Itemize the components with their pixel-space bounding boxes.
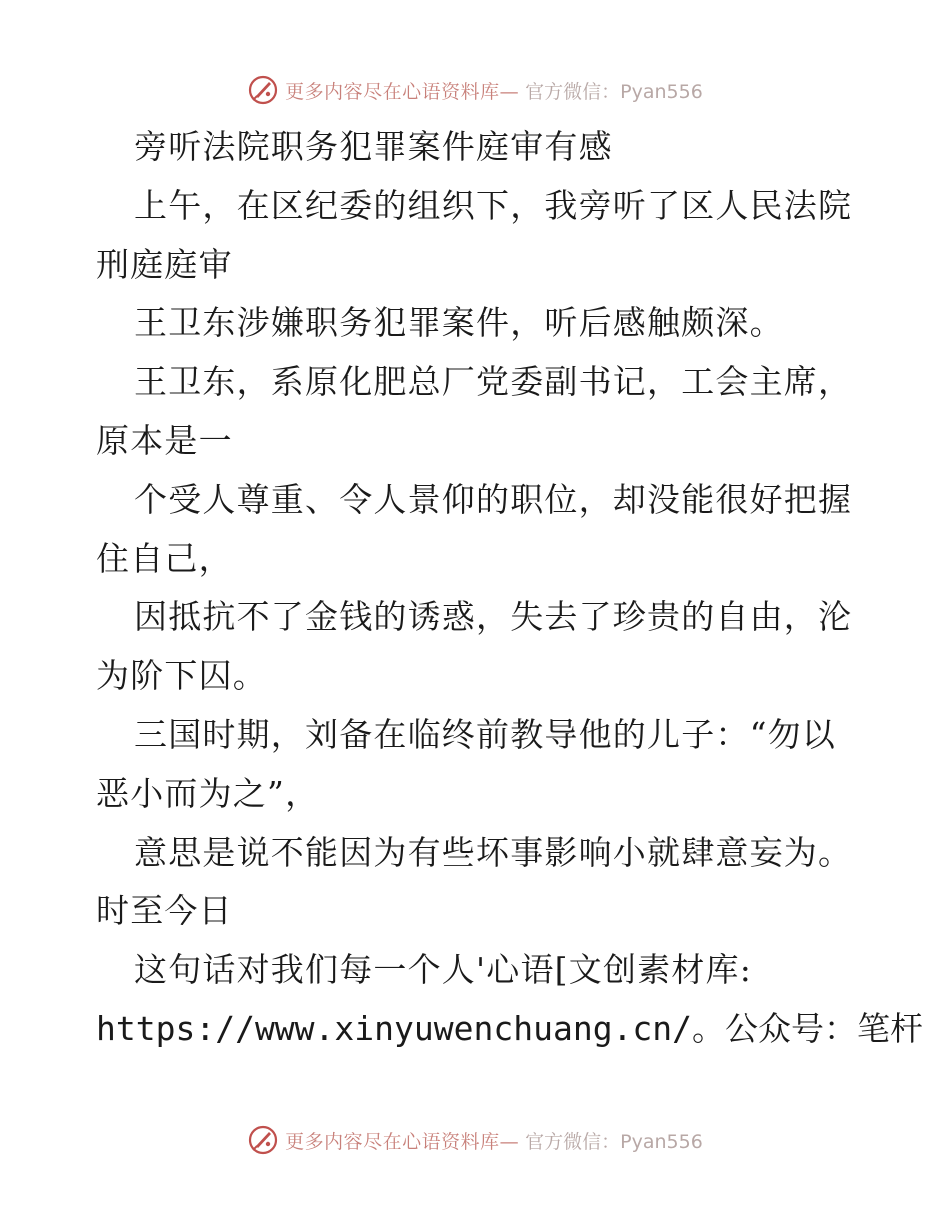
paragraph-line: 为阶下囚。 — [96, 656, 267, 696]
paragraph-line: 原本是一 — [96, 420, 233, 460]
paragraph-line: 上午，在区纪委的组织下，我旁听了区人民法院 — [134, 185, 853, 225]
paragraph-line: 意思是说不能因为有些坏事影响小就肆意妄为。 — [134, 832, 853, 872]
document-body — [96, 118, 924, 1059]
paragraph-line: 王卫东，系原化肥总厂党委副书记，工会主席， — [134, 362, 853, 402]
paragraph-line-url: https://www.xinyuwenchuang.cn/。公众号：笔杆 — [96, 1008, 924, 1048]
paragraph-line: 恶小而为之”， — [96, 773, 320, 813]
header-watermark-contact: 官方微信：Pyan556 — [525, 80, 703, 103]
header-watermark — [0, 70, 950, 110]
quill-pen-logo-icon — [247, 74, 279, 106]
paragraph-line: 住自己， — [96, 538, 233, 578]
paragraph-line: 这句话对我们每一个人'心语[文创素材库: — [134, 950, 753, 990]
footer-watermark-contact: 官方微信：Pyan556 — [525, 1130, 703, 1153]
document-title: 旁听法院职务犯罪案件庭审有感 — [134, 127, 613, 166]
paragraph-line: 个受人尊重、令人景仰的职位，却没能很好把握 — [134, 479, 853, 519]
paragraph-line: 三国时期，刘备在临终前教导他的儿子：“勿以 — [134, 714, 837, 754]
footer-watermark-text: 更多内容尽在心语资料库— — [285, 1130, 520, 1153]
paragraph-line: 王卫东涉嫌职务犯罪案件，听后感触颇深。 — [134, 303, 784, 343]
footer-watermark — [0, 1120, 950, 1160]
paragraph-line: 时至今日 — [96, 891, 233, 931]
paragraph-line: 因抵抗不了金钱的诱惑，失去了珍贵的自由，沦 — [134, 597, 853, 637]
quill-pen-logo-icon — [247, 1124, 279, 1156]
paragraph-line: 刑庭庭审 — [96, 244, 233, 284]
header-watermark-text: 更多内容尽在心语资料库— — [285, 80, 520, 103]
